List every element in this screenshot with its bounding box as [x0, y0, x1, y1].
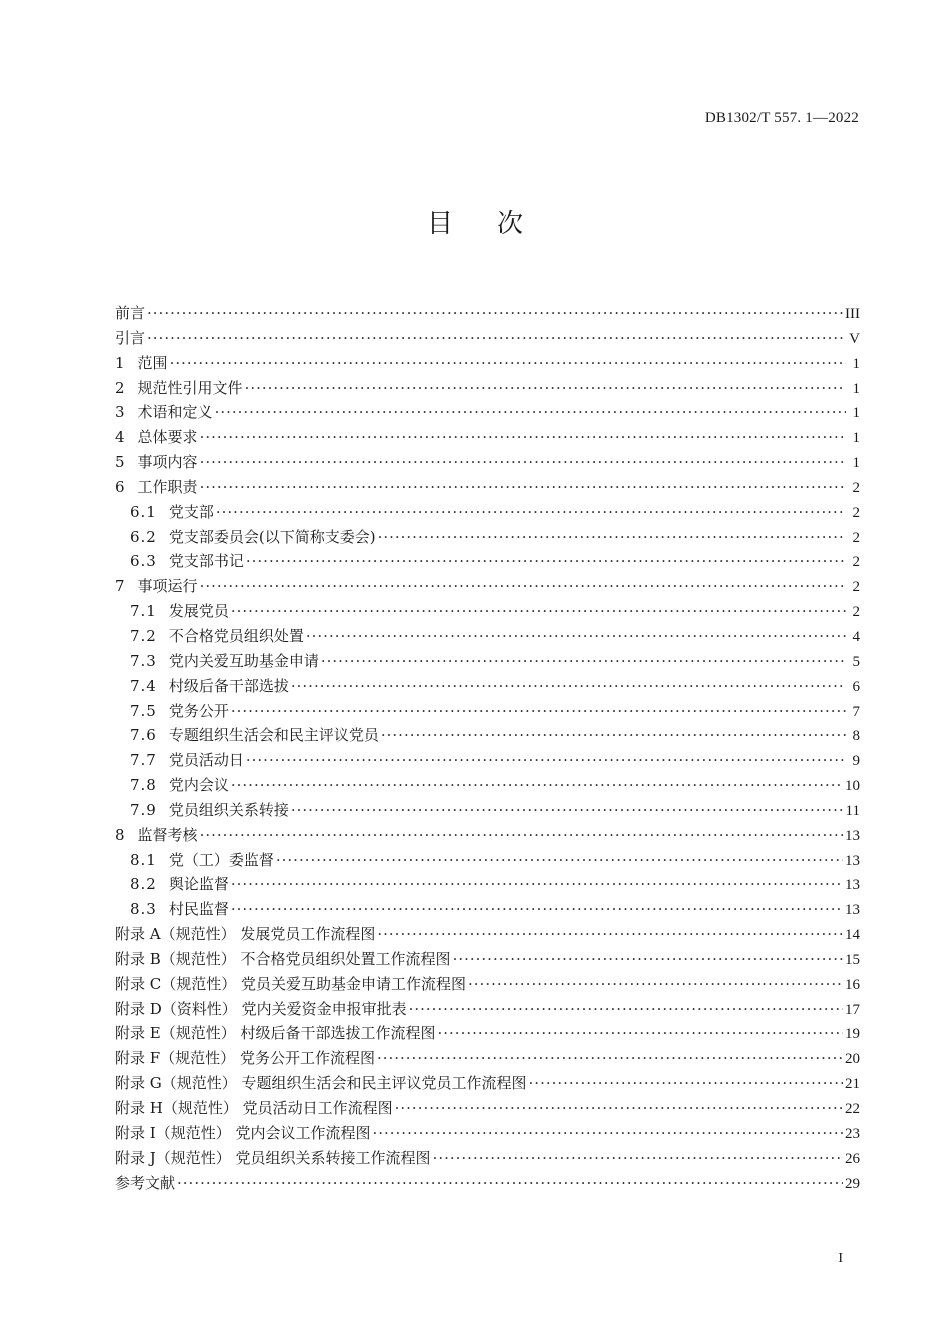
toc-entry-page: 10	[845, 778, 860, 795]
toc-dot-leader	[377, 922, 843, 947]
toc-entry-page: 1	[852, 380, 860, 397]
toc-dot-leader	[395, 1096, 843, 1121]
toc-entry-page: 26	[845, 1150, 860, 1167]
toc-dot-leader	[291, 798, 844, 823]
toc-entry-number: 8	[115, 825, 126, 844]
toc-entry-page: 14	[845, 927, 860, 944]
toc-entry[interactable]	[115, 773, 860, 798]
toc-entry-title: 附录 J（规范性） 党员组织关系转接工作流程图	[115, 1148, 431, 1167]
toc-dot-leader	[231, 599, 846, 624]
toc-entry-title: 党内关爱互助基金申请	[168, 651, 319, 670]
toc-entry-title: 党（工）委监督	[168, 850, 274, 869]
toc-entry-title: 党支部	[168, 502, 214, 521]
toc-entry-page: 2	[852, 504, 860, 521]
toc-entry-number: 8.1	[130, 850, 157, 869]
toc-entry-title: 附录 A（规范性） 发展党员工作流程图	[115, 925, 376, 944]
toc-entry-title: 党员活动日	[168, 751, 244, 770]
toc-entry-page: 22	[845, 1101, 860, 1117]
toc-entry-page: 19	[845, 1026, 860, 1043]
toc-entry-page: 1	[852, 430, 860, 447]
toc-dot-leader	[246, 748, 846, 773]
toc-dot-leader	[231, 699, 846, 724]
toc-entry-title: 党支部委员会(以下简称支委会)	[168, 527, 376, 546]
toc-entry[interactable]	[115, 1171, 860, 1196]
toc-entry[interactable]	[115, 922, 860, 947]
toc-dot-leader	[147, 301, 843, 326]
toc-dot-leader	[231, 897, 843, 922]
toc-dot-leader	[246, 549, 846, 574]
toc-entry-title: 规范性引用文件	[137, 378, 243, 397]
toc-entry[interactable]	[115, 674, 860, 699]
page-number: I	[838, 1251, 843, 1266]
document-code: DB1302/T 557. 1—2022	[704, 110, 859, 126]
toc-dot-leader	[231, 773, 843, 798]
toc-dot-leader	[200, 574, 846, 599]
toc-entry-title: 参考文献	[115, 1173, 176, 1192]
toc-entry-number: 8.2	[130, 875, 157, 894]
toc-entry-number: 4	[115, 428, 126, 447]
toc-entry-page: 13	[845, 827, 860, 844]
toc-dot-leader	[200, 475, 846, 500]
toc-entry-number: 5	[115, 453, 126, 472]
toc-dot-leader	[291, 674, 846, 699]
toc-dot-leader	[453, 947, 843, 972]
toc-entry-title: 附录 E（规范性） 村级后备干部选拔工作流程图	[115, 1024, 436, 1043]
toc-entry[interactable]	[115, 525, 860, 550]
toc-entry-page: 2	[852, 554, 860, 571]
page-title: 目次	[426, 209, 567, 239]
toc-dot-leader	[468, 972, 843, 997]
toc-entry-page: 4	[852, 628, 860, 645]
toc-entry-title: 前言	[115, 304, 146, 322]
toc-entry-page: 2	[852, 529, 860, 546]
toc-entry-title: 术语和定义	[137, 403, 213, 422]
toc-entry[interactable]	[115, 1146, 860, 1171]
toc-entry[interactable]	[115, 748, 860, 773]
toc-entry-number: 7.3	[130, 651, 157, 670]
toc-entry-title: 不合格党员组织处置	[168, 626, 304, 645]
toc-dot-leader	[409, 997, 843, 1022]
toc-entry-title: 附录 D（资料性） 党内关爱资金申报审批表	[115, 999, 407, 1018]
toc-dot-leader	[529, 1071, 843, 1096]
toc-entry-page: 2	[852, 479, 860, 496]
toc-entry-page: 8	[852, 728, 860, 745]
toc-dot-leader	[216, 500, 846, 525]
toc-entry[interactable]	[115, 351, 860, 376]
toc-entry-title: 村民监督	[168, 900, 229, 919]
toc-entry-page: 9	[852, 753, 860, 770]
toc-entry-number: 8.3	[130, 900, 157, 919]
toc-entry-number: 3	[115, 403, 126, 422]
toc-entry[interactable]	[115, 1046, 860, 1071]
toc-dot-leader	[200, 823, 843, 848]
toc-entry-page: III	[845, 306, 860, 322]
toc-entry-page: 15	[845, 951, 860, 968]
toc-entry[interactable]	[115, 500, 860, 525]
toc-entry-title: 引言	[115, 328, 146, 347]
toc-entry-page: 29	[845, 1175, 860, 1192]
toc-entry-page: 16	[845, 976, 860, 993]
toc-entry[interactable]	[115, 624, 860, 649]
toc-dot-leader	[438, 1021, 844, 1046]
toc-entry-title: 工作职责	[137, 477, 198, 496]
toc-entry[interactable]	[115, 1071, 860, 1096]
toc-entry-page: 6	[852, 678, 860, 695]
toc-dot-leader	[276, 848, 843, 873]
toc-entry-number: 6	[115, 477, 126, 496]
toc-entry-number: 7.2	[130, 626, 157, 645]
toc-entry[interactable]	[115, 475, 860, 500]
toc-entry[interactable]	[115, 1121, 860, 1146]
toc-entry-title: 党内会议	[168, 776, 229, 795]
toc-entry-title: 附录 B（规范性） 不合格党员组织处置工作流程图	[115, 949, 451, 968]
toc-entry-title: 附录 H（规范性） 党员活动日工作流程图	[115, 1099, 393, 1117]
toc-entry-title: 村级后备干部选拔	[168, 676, 289, 695]
toc-entry-title: 党支部书记	[168, 552, 244, 571]
toc-entry-page: 2	[852, 579, 860, 596]
toc-entry-page: 23	[845, 1125, 860, 1142]
toc-entry-number: 1	[115, 353, 126, 372]
toc-entry-title: 专题组织生活会和民主评议党员	[168, 726, 379, 745]
toc-entry[interactable]	[115, 326, 860, 351]
toc-dot-leader	[372, 1121, 843, 1146]
toc-entry[interactable]	[115, 549, 860, 574]
toc-entry[interactable]	[115, 972, 860, 997]
toc-entry[interactable]	[115, 997, 860, 1022]
toc-entry[interactable]	[115, 1096, 860, 1121]
toc-dot-leader	[177, 1171, 843, 1196]
table-of-contents	[115, 301, 860, 1195]
toc-entry-page: 13	[845, 902, 860, 919]
toc-entry[interactable]	[115, 649, 860, 674]
toc-entry-number: 6.2	[130, 527, 157, 546]
toc-entry-title: 事项运行	[137, 577, 198, 596]
toc-entry-page: V	[849, 330, 860, 347]
toc-entry-page: 13	[845, 877, 860, 894]
toc-entry-number: 7.5	[130, 701, 157, 720]
toc-entry-title: 范围	[137, 353, 168, 372]
toc-entry-page: 21	[845, 1076, 860, 1093]
toc-entry[interactable]	[115, 798, 860, 823]
toc-dot-leader	[245, 376, 846, 401]
toc-entry-number: 6.3	[130, 552, 157, 571]
toc-dot-leader	[377, 1046, 843, 1071]
toc-entry-number: 7.1	[130, 602, 157, 621]
toc-entry-title: 附录 G（规范性） 专题组织生活会和民主评议党员工作流程图	[115, 1074, 527, 1093]
toc-dot-leader	[170, 351, 846, 376]
toc-entry-page: 11	[845, 802, 860, 819]
toc-entry-number: 7	[115, 577, 126, 596]
toc-dot-leader	[200, 450, 846, 475]
toc-entry-number: 7.6	[130, 726, 157, 745]
toc-entry-page: 7	[852, 703, 860, 720]
toc-entry-number: 7.9	[130, 800, 157, 819]
toc-dot-leader	[321, 649, 846, 674]
toc-entry-title: 舆论监督	[168, 875, 229, 894]
toc-entry-title: 附录 F（规范性） 党务公开工作流程图	[115, 1049, 375, 1068]
toc-entry[interactable]	[115, 450, 860, 475]
toc-dot-leader	[231, 872, 843, 897]
toc-entry-number: 7.4	[130, 676, 157, 695]
toc-entry[interactable]	[115, 376, 860, 401]
toc-entry-title: 总体要求	[137, 428, 198, 447]
toc-entry-page: 2	[852, 604, 860, 621]
toc-entry[interactable]	[115, 723, 860, 748]
toc-entry-number: 6.1	[130, 502, 157, 521]
toc-entry[interactable]	[115, 1021, 860, 1046]
toc-entry-page: 1	[852, 455, 860, 472]
toc-dot-leader	[433, 1146, 843, 1171]
toc-entry-page: 20	[845, 1051, 860, 1068]
toc-entry-title: 党务公开	[168, 701, 229, 720]
toc-entry-number: 7.8	[130, 776, 157, 795]
toc-entry[interactable]	[115, 400, 860, 425]
toc-entry[interactable]	[115, 848, 860, 873]
toc-entry-title: 事项内容	[137, 453, 198, 472]
toc-dot-leader	[215, 400, 846, 425]
toc-dot-leader	[381, 723, 846, 748]
toc-dot-leader	[147, 326, 846, 351]
toc-entry-page: 13	[845, 852, 860, 869]
toc-entry[interactable]	[115, 599, 860, 624]
toc-entry[interactable]	[115, 823, 860, 848]
toc-entry-title: 附录 I（规范性） 党内会议工作流程图	[115, 1123, 371, 1142]
toc-entry-number: 7.7	[130, 751, 157, 770]
toc-entry[interactable]	[115, 947, 860, 972]
toc-entry-title: 附录 C（规范性） 党员关爱互助基金申请工作流程图	[115, 974, 467, 993]
toc-dot-leader	[200, 425, 846, 450]
toc-entry[interactable]	[115, 301, 860, 326]
toc-entry[interactable]	[115, 872, 860, 897]
toc-entry-page: 5	[852, 653, 860, 670]
toc-entry-title: 发展党员	[168, 602, 229, 621]
toc-entry[interactable]	[115, 425, 860, 450]
toc-entry-page: 17	[845, 1001, 860, 1018]
toc-dot-leader	[306, 624, 846, 649]
toc-entry-number: 2	[115, 378, 126, 397]
toc-dot-leader	[378, 525, 846, 550]
toc-entry[interactable]	[115, 574, 860, 599]
toc-entry-page: 1	[852, 405, 860, 422]
toc-entry-title: 党员组织关系转接	[168, 800, 289, 819]
toc-entry[interactable]	[115, 699, 860, 724]
toc-entry[interactable]	[115, 897, 860, 922]
toc-entry-title: 监督考核	[137, 825, 198, 844]
toc-entry-page: 1	[852, 355, 860, 372]
